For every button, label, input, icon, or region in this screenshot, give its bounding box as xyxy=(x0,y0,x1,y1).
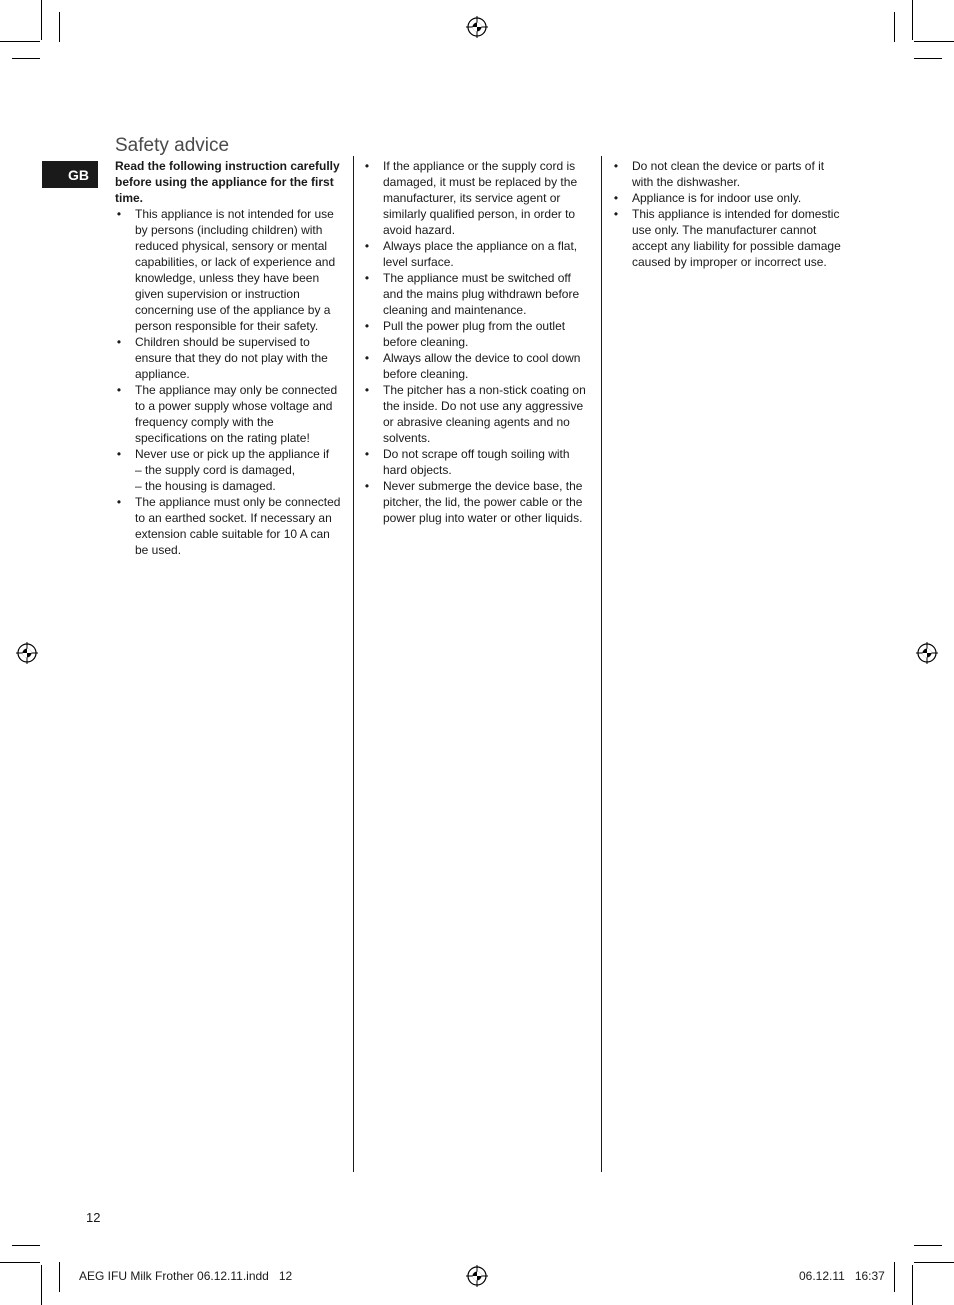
page-title: Safety advice xyxy=(115,134,230,156)
crop-mark xyxy=(0,1262,40,1263)
list-item: • Always allow the device to cool down before cleaning. xyxy=(363,350,591,382)
list-item: • Appliance is for indoor use only. xyxy=(612,190,842,206)
crop-mark xyxy=(914,58,942,59)
registration-mark-icon xyxy=(466,16,488,38)
list-item: • Always place the appliance on a flat, level surface. xyxy=(363,238,591,270)
crop-mark xyxy=(12,58,40,59)
list-item: • This appliance is intended for domestic use only. The manufacturer cannot accept any liability for possible damage caused by improper or incorrect use. xyxy=(612,206,842,270)
list-item: • Pull the power plug from the outlet before cleaning. xyxy=(363,318,591,350)
registration-mark-icon xyxy=(916,642,938,664)
crop-mark xyxy=(41,1265,42,1305)
registration-mark-icon xyxy=(16,642,38,664)
language-badge: GB xyxy=(42,161,98,188)
list-item: • Children should be supervised to ensure that they do not play with the appliance. xyxy=(115,334,343,382)
list-item: • If the appliance or the supply cord is damaged, it must be replaced by the manufacturer, its service agent or similarly qualified person, in order to avoid hazard. xyxy=(363,158,591,238)
crop-mark xyxy=(0,41,40,42)
crop-mark xyxy=(894,12,895,42)
crop-mark xyxy=(912,1265,913,1305)
crop-mark xyxy=(912,0,913,40)
footer-date-slug: 06.12.11 16:37 xyxy=(799,1269,885,1283)
list-item: • The appliance must only be connected to an earthed socket. If necessary an extension cable suitable for 10 A can be used. xyxy=(115,494,343,558)
list-item: • Do not scrape off tough soiling with hard objects. xyxy=(363,446,591,478)
list-item: • Never submerge the device base, the pitcher, the lid, the power cable or the power plug into water or other liquids. xyxy=(363,478,591,526)
list-item: • The appliance must be switched off and the mains plug withdrawn before cleaning and maintenance. xyxy=(363,270,591,318)
crop-mark xyxy=(914,1262,954,1263)
list-item: • This appliance is not intended for use by persons (including children) with reduced physical, sensory or mental capabilities, or lack of experience and knowledge, unless they have been given supervision or instruction concerning use of the appliance by a person responsible for their safety. xyxy=(115,206,343,334)
column-divider xyxy=(601,156,602,1172)
intro-text: Read the following instruction carefully before using the appliance for the first time. xyxy=(115,159,340,205)
bullet-list xyxy=(612,158,842,270)
column-divider xyxy=(353,156,354,1172)
list-item: • Do not clean the device or parts of it with the dishwasher. xyxy=(612,158,842,190)
registration-mark-icon xyxy=(466,1265,488,1287)
crop-mark xyxy=(12,1245,40,1246)
bullet-list xyxy=(363,158,591,526)
crop-mark xyxy=(41,0,42,40)
crop-mark xyxy=(894,1262,895,1292)
list-item: • The appliance may only be connected to a power supply whose voltage and frequency comply with the specifications on the rating plate! xyxy=(115,382,343,446)
column-1 xyxy=(115,158,343,558)
crop-mark xyxy=(59,1262,60,1292)
column-2 xyxy=(363,158,591,526)
crop-mark xyxy=(914,1245,942,1246)
footer-file-slug: AEG IFU Milk Frother 06.12.11.indd 12 xyxy=(79,1269,293,1283)
page-number: 12 xyxy=(86,1210,101,1225)
bullet-list xyxy=(115,206,343,558)
crop-mark xyxy=(59,12,60,42)
crop-mark xyxy=(914,41,954,42)
list-item: • The pitcher has a non-stick coating on the inside. Do not use any aggressive or abrasive cleaning agents and no solvents. xyxy=(363,382,591,446)
list-item: • Never use or pick up the appliance if – the supply cord is damaged, – the housing is damaged. xyxy=(115,446,343,494)
column-3 xyxy=(612,158,842,270)
